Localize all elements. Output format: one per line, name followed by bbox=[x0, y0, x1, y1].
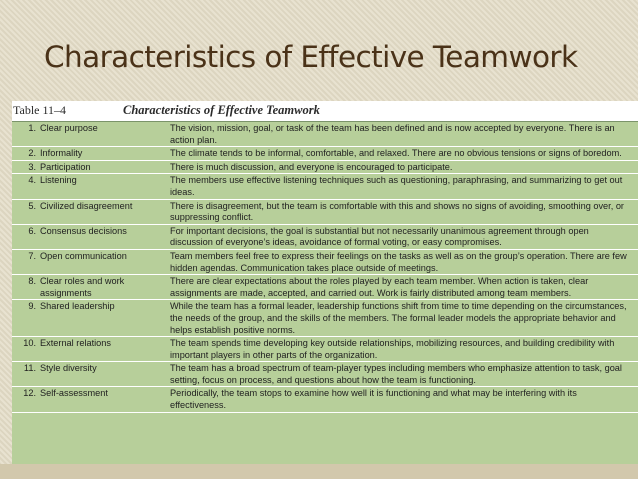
characteristic-name: Consensus decisions bbox=[40, 225, 127, 236]
table-caption bbox=[12, 101, 320, 120]
characteristic-cell bbox=[12, 276, 170, 299]
table-row bbox=[12, 362, 638, 387]
characteristic-cell bbox=[12, 175, 170, 198]
characteristic-description: The members use effective listening techniques such as questioning, paraphrasing, and summarizing to get out ideas. bbox=[170, 175, 623, 197]
row-number: 11. bbox=[23, 363, 36, 374]
characteristic-cell bbox=[12, 301, 170, 336]
table-row bbox=[12, 250, 638, 275]
characteristic-description: There are clear expectations about the roles played by each team member. When action is taken, clear assignments are made, accepted, and carried out. Work is fairly distributed among team members. bbox=[170, 276, 589, 298]
characteristic-name: Self-assessment bbox=[40, 388, 108, 399]
table-caption-title: Characteristics of Effective Teamwork bbox=[123, 103, 320, 117]
characteristic-name: Open communication bbox=[40, 250, 127, 261]
characteristic-description: While the team has a formal leader, leadership functions shift from time to time depending on the circumstances, the needs of the group, and the skills of the members. The formal leader models the appropriate behavior and helps establish positive norms. bbox=[170, 301, 627, 335]
characteristic-description: The team spends time developing key outside relationships, mobilizing resources, and building credibility with important players in other parts of the organization. bbox=[170, 338, 615, 360]
characteristic-description: There is disagreement, but the team is comfortable with this and shows no signs of avoiding, smoothing over, or suppressing conflict. bbox=[170, 200, 624, 223]
table-label: Table 11–4 bbox=[13, 103, 67, 117]
bottom-strip bbox=[0, 464, 638, 479]
characteristic-name: Listening bbox=[40, 175, 77, 186]
table-row bbox=[12, 161, 638, 175]
row-number: 9. bbox=[28, 301, 36, 312]
characteristic-name: Civilized disagreement bbox=[40, 200, 133, 211]
table-row bbox=[12, 122, 638, 147]
characteristic-cell bbox=[12, 148, 170, 160]
characteristic-name: Participation bbox=[40, 161, 91, 172]
characteristic-cell bbox=[12, 201, 170, 224]
characteristic-cell bbox=[12, 123, 170, 146]
characteristic-name: Clear roles and work assignments bbox=[40, 276, 125, 298]
characteristic-name: Clear purpose bbox=[40, 123, 98, 133]
characteristic-cell bbox=[12, 226, 170, 249]
row-number: 3. bbox=[28, 161, 36, 172]
slide-title: Characteristics of Effective Teamwork bbox=[44, 40, 578, 74]
characteristic-cell bbox=[12, 251, 170, 274]
characteristic-cell bbox=[12, 363, 170, 386]
row-number: 12. bbox=[23, 388, 36, 399]
row-number: 4. bbox=[28, 175, 36, 186]
row-number: 8. bbox=[28, 276, 36, 287]
table-row bbox=[12, 275, 638, 300]
row-number: 7. bbox=[28, 250, 36, 261]
table-row bbox=[12, 147, 638, 161]
characteristic-name: Shared leadership bbox=[40, 301, 115, 312]
table-panel bbox=[12, 101, 638, 464]
characteristic-cell bbox=[12, 338, 170, 361]
row-number: 1. bbox=[28, 123, 36, 133]
characteristic-description: For important decisions, the goal is substantial but not necessarily unanimous agreement through open discussion of everyone’s ideas, avoidance of formal voting, or easy compromises. bbox=[170, 225, 589, 248]
characteristic-cell bbox=[12, 388, 170, 411]
table-row bbox=[12, 174, 638, 199]
characteristic-name: Informality bbox=[40, 148, 83, 159]
characteristic-description: The team has a broad spectrum of team-player types including members who emphasize attention to task, goal setting, focus on process, and questions about how the team is functioning. bbox=[170, 363, 622, 385]
characteristic-description: Periodically, the team stops to examine how well it is functioning and what may be interfering with its effectiveness. bbox=[170, 388, 577, 411]
characteristic-description: The climate tends to be informal, comfortable, and relaxed. There are no obvious tensions or signs of boredom. bbox=[170, 148, 622, 159]
row-number: 2. bbox=[28, 148, 36, 159]
table-row bbox=[12, 337, 638, 362]
characteristic-name: Style diversity bbox=[40, 363, 97, 374]
characteristic-name: External relations bbox=[40, 338, 111, 349]
characteristic-description: There is much discussion, and everyone is encouraged to participate. bbox=[170, 161, 453, 172]
characteristic-description: Team members feel free to express their feelings on the tasks as well as on the group’s operation. There are few hidden agendas. Communication takes place outside of meetings. bbox=[170, 250, 627, 273]
table-row bbox=[12, 225, 638, 250]
table-row bbox=[12, 387, 638, 412]
row-number: 6. bbox=[28, 225, 36, 236]
row-number: 10. bbox=[23, 338, 36, 349]
row-number: 5. bbox=[28, 200, 36, 211]
table-row bbox=[12, 300, 638, 337]
table-row bbox=[12, 200, 638, 225]
characteristic-cell bbox=[12, 162, 170, 174]
characteristics-table bbox=[12, 121, 638, 464]
characteristic-description: The vision, mission, goal, or task of the team has been defined and is now accepted by everyone. There is an action plan. bbox=[170, 123, 615, 145]
